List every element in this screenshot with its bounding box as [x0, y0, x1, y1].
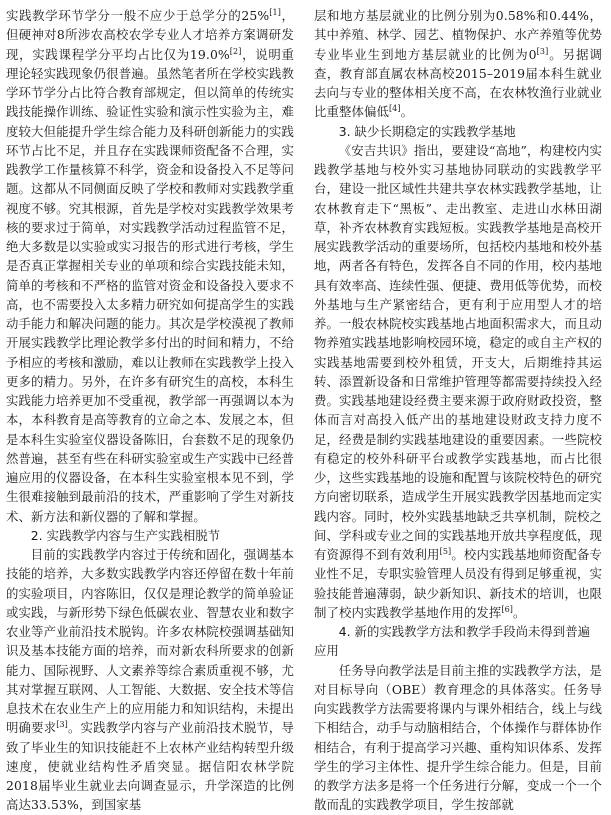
citation: [3] — [56, 720, 68, 730]
section-heading-2: 2. 实践教学内容与生产实践相脱节 — [30, 527, 221, 543]
citation: [4] — [388, 104, 401, 114]
citation: [3] — [536, 46, 549, 56]
citation: [1] — [269, 7, 281, 17]
citation: [2] — [229, 46, 242, 56]
right-paragraph-1: 层和地方基层就业的比例分别为0.58%和0.44%，其中养殖、林学、园艺、植物保护、水产养殖等优势专业毕业生到地方基层就业的比例为0[3]。另据调查，教育部直属农林高校2015–2019届本科生就业去向与专业的整体相关度不高，在农林牧渔行业就业比重整体偏低[4]。 — [314, 8, 602, 120]
right-paragraph-2: 《安吉共识》指出，要建设“高地”，构建校内实践教学基地与校外实习基地协同联动的实践教学平台，建设一批区域性共建共享农林实践教学基地，让农林教育走下“黑板”、走出教室、走进山水林田湖草，补齐农林教育实践短板。实践教学基地是高校开展实践教学活动的重要场所，包括校内基地和校外基地，两者各有特色，发挥各自不同的作用，校内基地具有效率高、连续性强、便捷、费用低等优势，而校外基地与生产紧密结合，更有利于应用型人才的培养。一般农林院校实践基地占地面积需求大，而且动物养殖实践基地影响校园环境，稳定的或自主产权的实践基地需要到校外租赁，开支大，后期维持其运转、添置新设备和日常维护管理等都需要持续投入经费。实践基地建设经费主要来源于政府财政投资，整体而言对高投入低产出的基地建设财政支持力度不足，经费是制约实践基地建设的重要因素。一些院校有稳定的校外科研平台或教学实践基地，而占比很少，这些实践基地的设施和配置与该院校特色的研究方向密切联系，造成学生开展实践教学因基地而定实践内容。同时，校外实践基地缺乏共享机制，院校之间、学科或专业之间的实践基地开放共享程度低，现有资源得不到有效利用[5]。校内实践基地师资配备专业性不足，专职实验管理人员没有得到足够重视，实验技能普遍薄弱，缺少新知识、新技术的培训，也限制了校内实践教学基地作用的发挥[6]。 — [314, 142, 603, 620]
left-paragraph-1: 实践教学环节学分一般不应少于总学分的25%[1]，但硬神对8所涉农高校农学专业人才培养方案调研发现，实践课程学分平均占比仅为19.0%[2]，说明重理论轻实践现象仍很普遍。虽然笔者所在学校实践教学环节学分占比符合教育部规定，但以简单的传统实践技能操作训练、验证性实验和演示性实验为主，难度较大但能提升学生综合能力及科研创新能力的实践环节占比不足，并且存在实践课师资配备不合理，实践教学工作量核算不科学，资金和设备投入不足等问题。这都从不同侧面反映了学校和教师对实践教学重视度不够。究其根源，首先是学校对实践教学效果考核的要求过于简单，对实践教学活动过程监管不足，绝大多数是以实验或实习报告的形式进行考核，学生是否真正掌握相关专业的单项和综合实践技能未知，简单的考核和不严格的监管对资金和设备投入要求不高，也不需要投入太多精力研究如何提高学生的实践动手能力和解决问题的能力。其次是学校漠视了教师开展实践教学比理论教学多付出的时间和精力，不给予相应的考核和激励，难以让教师在实践教学上投入更多的精力。另外，在许多有研究生的高校，本科生实践能力培养更加不受重视，教学部一再强调以本为本，本科教育是高等教育的立命之本、发展之本，但是本科生实验室仪器设备陈旧，台套数不足的现象仍然普遍，甚至有些在科研实验室或生产实践中已经普遍应用的仪器设备，在本科生实验室根本见不到，学生很难接触到最前沿的技术，严重影响了学生对新技术、新方法和新仪器的了解和掌握。 — [6, 7, 295, 524]
section-heading-4: 4. 新的实践教学方法和教学手段尚未得到普遍应用 — [314, 624, 590, 659]
left-paragraph-2: 目前的实践教学内容过于传统和固化，强调基本技能的培养，大多数实践教学内容还停留在数十年前的实验项目，内容陈旧，仅仅是理论教学的简单验证或实践，与新形势下绿色低碳农业、智慧农业和数字农业等产业前沿技术脱钩。许多农林院校强调基础知识及基本技能方面的培养，而对新农科所要求的创新能力、国际视野、人文素养等综合素质重视不够，尤其对掌握互联网、人工智能、大数据、安全技术等信息技术在农业生产上的应用能力和知识结构，未提出明确要求[3]。实践教学内容与产业前沿技术脱节，导致了毕业生的知识技能赶不上农林产业结构转型升级速度，使就业结构性矛盾突显。据信阳农林学院2018届毕业生就业去向调查显示，升学深造的比例高达33.53%，到国家基 — [6, 547, 294, 813]
right-paragraph-3: 任务导向教学法是目前主推的实践教学方法，是对目标导向（OBE）教育理念的具体落实。任务导向实践教学方法需要将课内与课外相结合，线上与线下相结合，动手与动脑相结合，个体操作与群体协作相结合，有利于提高学习兴趣、重构知识体系、发挥学生的学习主体性、提升学生综合能力。但是，目前的教学方法多是将一个任务进行分解，变成一个一个散而乱的实践教学项目，学生按部就 — [314, 662, 602, 813]
citation: [5] — [439, 546, 452, 556]
right-column — [314, 6, 602, 815]
section-heading-3: 3. 缺少长期稳定的实践教学基地 — [338, 123, 516, 139]
left-column — [6, 6, 294, 815]
citation: [6] — [501, 604, 513, 614]
